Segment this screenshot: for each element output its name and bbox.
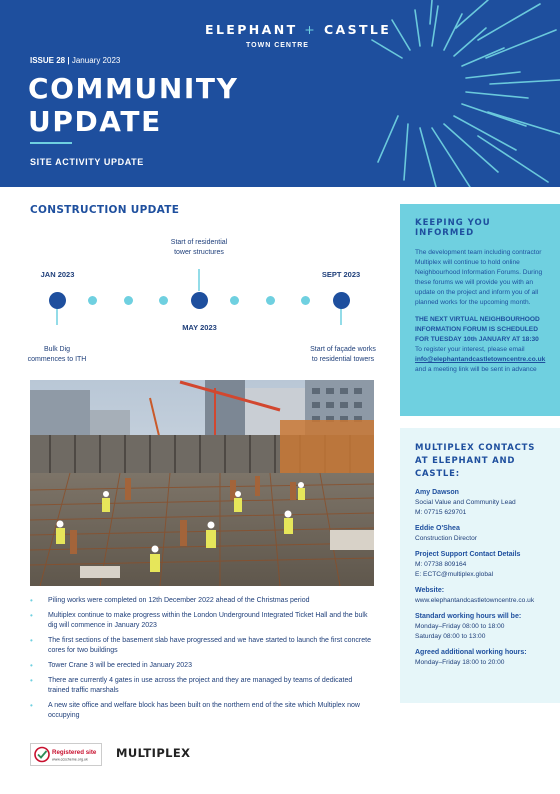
timeline-milestone-sept — [333, 292, 350, 309]
brand-subtitle: TOWN CENTRE — [246, 42, 309, 49]
list-item: • A new site office and welfare block has been built on the northern end of the site which Multiplex now occupying — [30, 701, 375, 721]
additional-hours: Agreed additional working hours: Monday–Friday 18:00 to 20:00 — [415, 649, 527, 666]
timeline-month-jan: JAN 2023 — [40, 270, 75, 279]
elephant-castle-logo — [205, 22, 392, 49]
timeline-text-may: Start of residential tower structures — [170, 239, 228, 256]
timeline-text-jan: Bulk Dig commences to ITH — [27, 346, 87, 363]
timeline-milestone-may — [191, 292, 208, 309]
contact-amy: Amy Dawson Social Value and Community Lead M: 07715 629701 — [415, 489, 516, 516]
keeping-informed-body: The development team including contractor Multiplex will continue to hold online Neighbourhood Information Forums. During these forums we will provide you with an update on the project and inform you of all planned works for the upcoming month. — [415, 249, 543, 306]
forum-announcement: THE NEXT VIRTUAL NEIGHBOURHOOD INFORMATION FORUM IS SCHEDULED FOR TUESDAY 10th JANUARY AT 18:30 — [415, 316, 540, 343]
contact-eddie: Eddie O'Shea Construction Director — [415, 525, 477, 542]
contacts-heading: MULTIPLEX CONTACTS AT ELEPHANT AND CASTLE: — [415, 443, 536, 479]
page-subtitle: SITE ACTIVITY UPDATE — [30, 157, 144, 167]
timeline-dot — [88, 296, 97, 305]
keeping-informed-panel — [400, 204, 560, 416]
timeline-dot — [230, 296, 239, 305]
timeline-text-sept: Start of façade works to residential towers — [310, 346, 376, 363]
registered-site-badge — [31, 744, 101, 765]
standard-hours: Standard working hours will be: Monday–Friday 08:00 to 18:00 Saturday 08:00 to 13:00 — [415, 613, 522, 640]
list-item: • Multiplex continue to make progress within the London Underground Integrated Ticket Hall and the bulk dig will commence in January 2023 — [30, 611, 375, 631]
register-text: To register your interest, please email info@elephantandcastletowncentre.co.uk and a meeting link will be sent in advance — [415, 346, 546, 373]
contact-website: Website: www.elephantandcastletowncentre.co.uk — [415, 586, 550, 606]
construction-site-illustration — [30, 380, 374, 586]
header-banner — [0, 0, 560, 187]
multiplex-contacts-panel — [400, 428, 560, 703]
keeping-informed-heading: KEEPING YOU INFORMED — [415, 218, 491, 238]
multiplex-logo: MULTIPLEX — [116, 746, 191, 760]
plus-icon: + — [304, 22, 318, 37]
registered-site-url: www.ccscheme.org.uk — [52, 757, 88, 762]
page-title: COMMUNITY UPDATE — [28, 72, 239, 138]
timeline-month-sept: SEPT 2023 — [321, 270, 361, 279]
considerate-constructors-logo — [30, 743, 102, 766]
timeline-dot — [124, 296, 133, 305]
website-link[interactable]: www.elephantandcastletowncentre.co.uk — [415, 597, 535, 604]
title-divider — [30, 142, 72, 144]
issue-label: ISSUE 28 | January 2023 — [30, 56, 121, 65]
construction-timeline — [0, 225, 400, 380]
list-item: • There are currently 4 gates in use across the project and they are managed by teams of dedicated trained traffic marshals — [30, 676, 375, 696]
contact-support: Project Support Contact Details M: 07738 809164 E: ECTC@multiplex.global — [415, 550, 550, 580]
list-item: • Tower Crane 3 will be erected in January 2023 — [30, 661, 375, 671]
email-link[interactable]: info@elephantandcastletowncentre.co.uk — [415, 356, 546, 363]
registered-site-text: Registered site — [52, 749, 97, 756]
support-email: E: ECTC@multiplex.global — [415, 571, 494, 578]
timeline-dot — [301, 296, 310, 305]
timeline-month-may: MAY 2023 — [182, 323, 217, 332]
brand-wordmark: ELEPHANT + CASTLE — [205, 22, 392, 37]
construction-heading: CONSTRUCTION UPDATE — [30, 204, 180, 216]
list-item: • Piling works were completed on 12th December 2022 ahead of the Christmas period — [30, 596, 375, 606]
timeline-milestone-jan — [49, 292, 66, 309]
construction-bullet-list — [30, 596, 375, 726]
timeline-dot — [266, 296, 275, 305]
timeline-dot — [159, 296, 168, 305]
list-item: • The first sections of the basement slab have progressed and we have started to launch the first concrete cores for two buildings — [30, 636, 375, 656]
construction-site-photo — [30, 380, 374, 586]
